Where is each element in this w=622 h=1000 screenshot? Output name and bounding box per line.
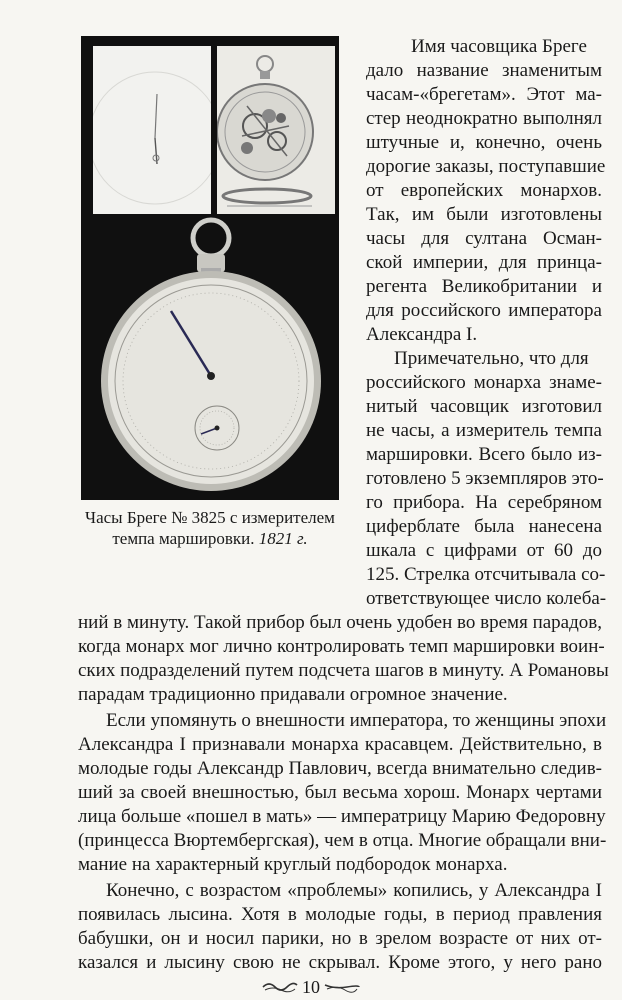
text-line: Примечательно, что для	[394, 348, 589, 369]
text-line: ских подразделений путем подсчета шагов в минуту. А Романовы	[78, 660, 609, 681]
text-line: Александра I.	[366, 324, 478, 345]
watch-dial-inset	[93, 46, 211, 214]
text-line: казался и лысину свою не скрывал. Кроме этого, у него рано	[78, 952, 602, 973]
text-line: нитый часовщик изготовил	[366, 396, 602, 417]
text-line: Так, им были изготовлены	[366, 204, 602, 225]
text-line: мание на характерный круглый подбородок монарха.	[78, 854, 508, 875]
text-line: от европейских монархов.	[366, 180, 602, 201]
text-line: (принцесса Вюртембергская), чем в отца. Многие обращали вни-	[78, 830, 607, 851]
text-line: го прибора. На серебряном	[366, 492, 602, 513]
breguet-pocket-watch	[87, 216, 335, 496]
ornament-right-icon	[323, 981, 361, 993]
caption-text: Часы Бреге № 3825 с измерителем темпа маршировки.	[85, 508, 335, 548]
text-line: дорогие заказы, поступавшие	[366, 156, 606, 177]
text-line: не часы, а измеритель темпа	[366, 420, 602, 441]
text-line: 125. Стрелка отсчитывала со-	[366, 564, 606, 585]
text-line: Имя часовщика Бреге	[411, 36, 587, 57]
text-line: ответствующее число колеба-	[366, 588, 607, 609]
text-line: бабушки, он и носил парики, но в зрелом возрасте от них от-	[78, 928, 602, 949]
text-line: ний в минуту. Такой прибор был очень удобен во время парадов,	[78, 612, 602, 633]
caption-date: 1821 г.	[258, 529, 308, 548]
text-line: циферблате была нанесена	[366, 516, 602, 537]
text-line: Если упомянуть о внешности императора, то женщины эпохи	[106, 710, 607, 731]
watch-movement-inset	[217, 46, 335, 214]
text-line: российского монарха знаме-	[366, 372, 602, 393]
figure-caption	[81, 507, 339, 549]
text-line: штучные и, конечно, очень	[366, 132, 602, 153]
text-line: регента Великобритании и	[366, 276, 602, 297]
text-line: молодые годы Александр Павлович, всегда внимательно следив-	[78, 758, 602, 779]
text-line: парадам традиционно придавали огромное значение.	[78, 684, 508, 705]
text-line: Конечно, с возрастом «проблемы» копились, у Александра I	[106, 880, 602, 901]
text-line: для российского императора	[366, 300, 602, 321]
text-line: часам-«брегетам». Этот ма-	[366, 84, 602, 105]
text-line: готовлено 5 экземпляров это-	[366, 468, 604, 489]
text-line: шкала с цифрами от 60 до	[366, 540, 602, 561]
page-footer	[250, 976, 372, 998]
text-line: ший за своей внешностью, был весьма хорош. Монарх чертами	[78, 782, 602, 803]
text-line: маршировки. Всего было из-	[366, 444, 602, 465]
text-line: ской империи, для принца-	[366, 252, 602, 273]
watch-photograph	[81, 36, 339, 500]
text-line: дало название знаменитым	[366, 60, 602, 81]
text-line: часы для султана Осман-	[366, 228, 602, 249]
text-line: стер неоднократно выполнял	[366, 108, 602, 129]
text-line: Александра I признавали монарха красавцем. Действительно, в	[78, 734, 602, 755]
text-line: появилась лысина. Хотя в молодые годы, в период правления	[78, 904, 602, 925]
ornament-left-icon	[261, 981, 299, 993]
text-line: лица больше «пошел в мать» — императрицу Марию Федоровну	[78, 806, 606, 827]
page-number: 10	[302, 976, 320, 997]
text-line: когда монарх мог лично контролировать темп маршировки воин-	[78, 636, 605, 657]
